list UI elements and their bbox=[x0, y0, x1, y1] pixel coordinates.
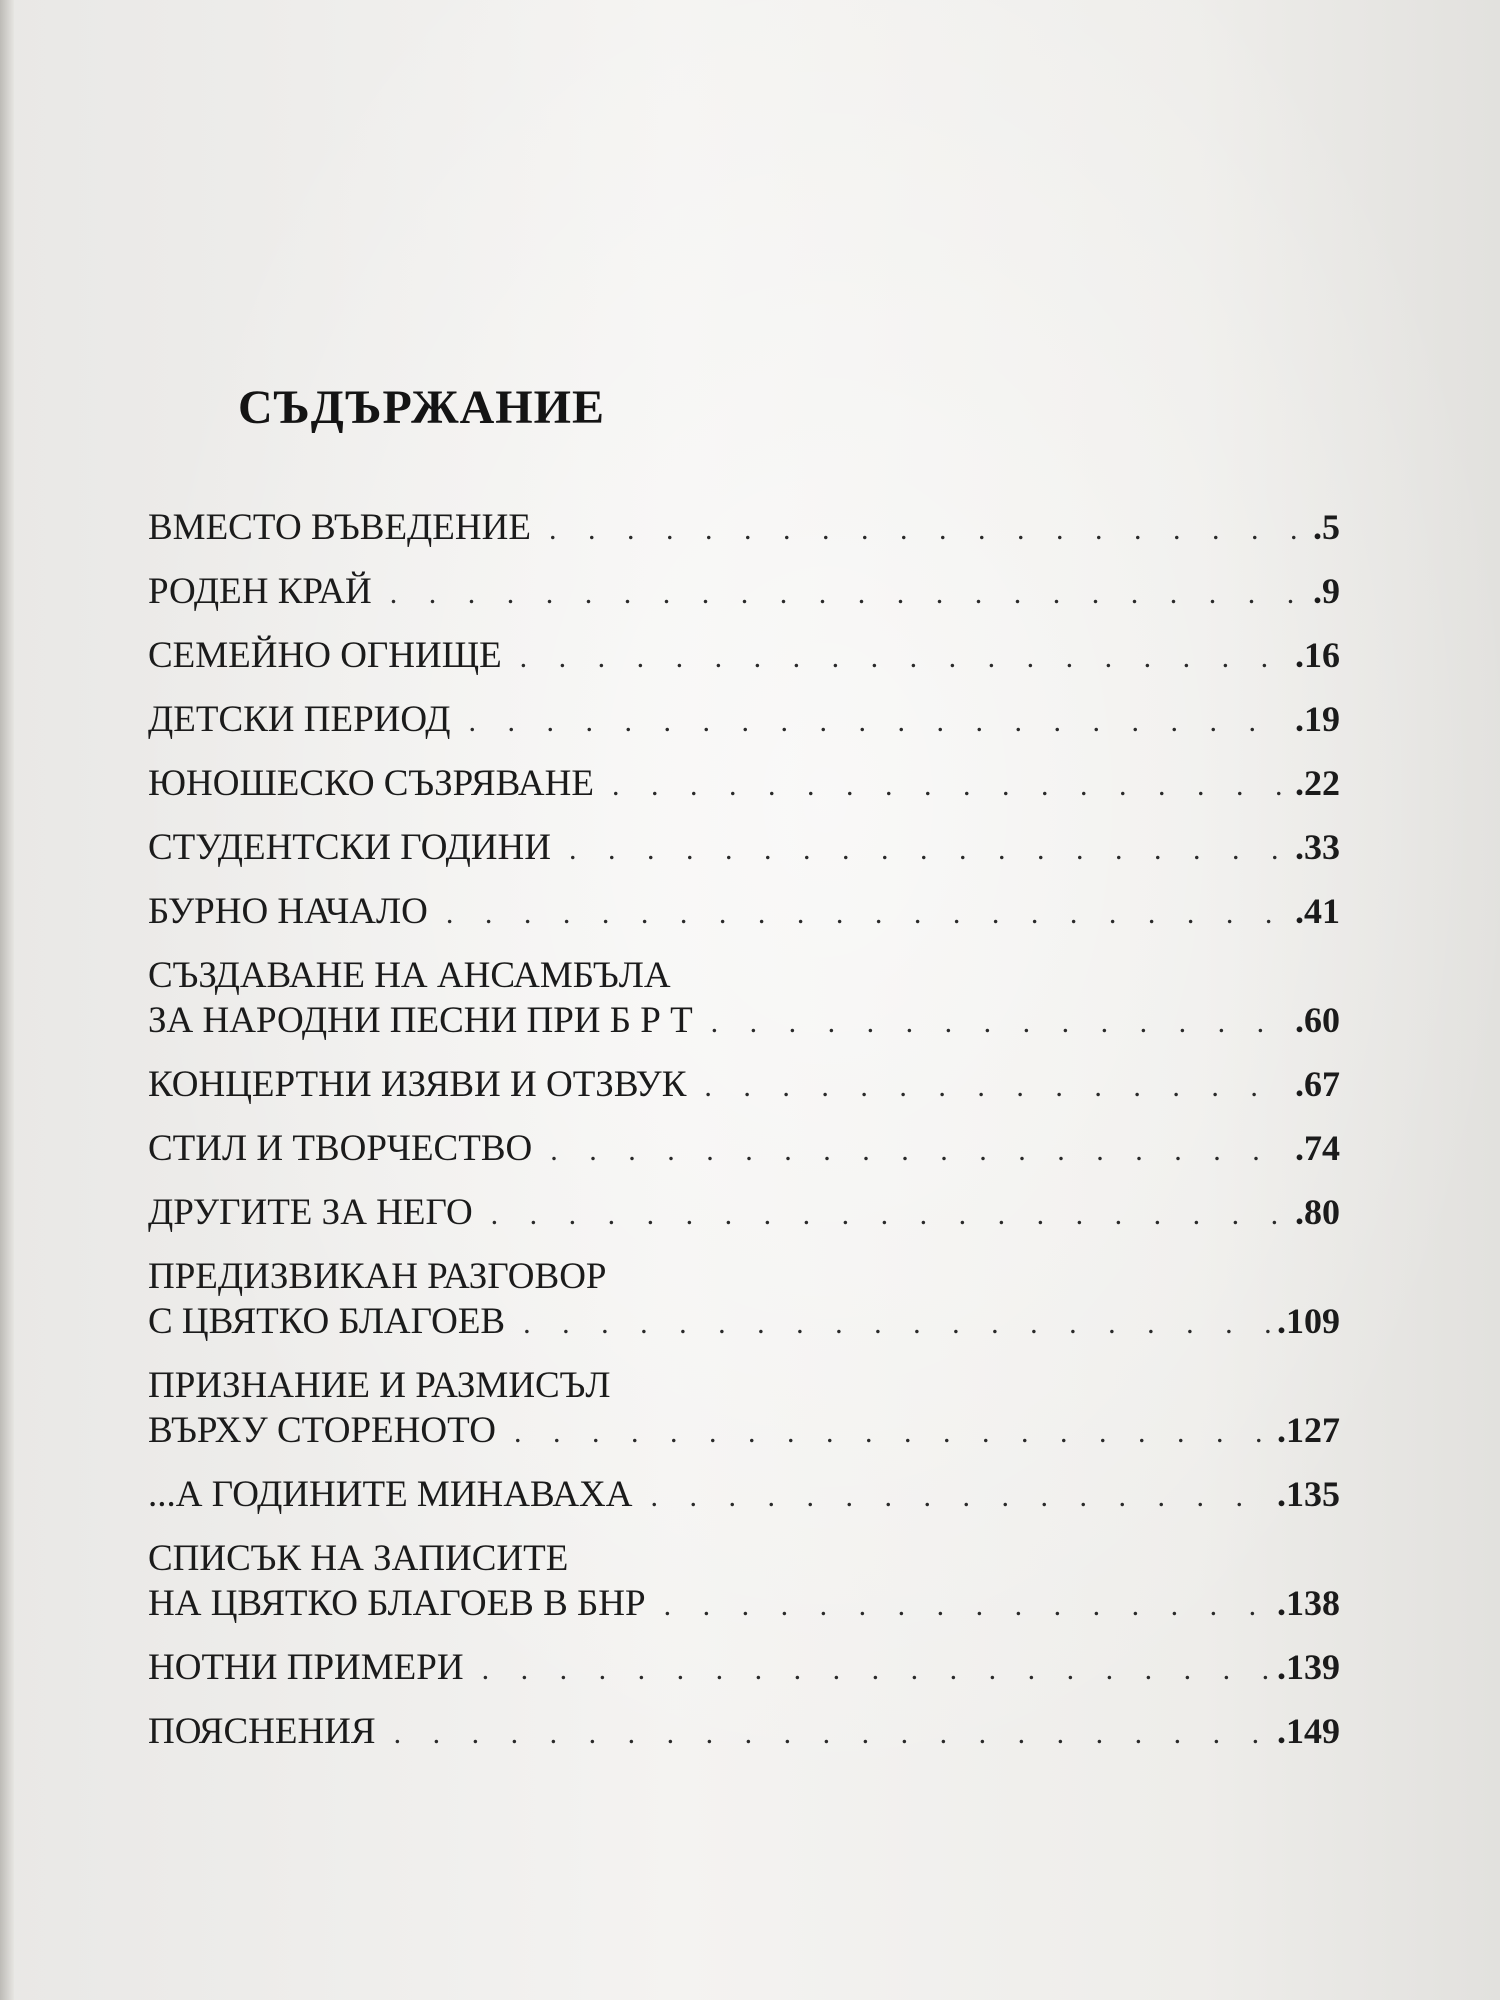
toc-entry bbox=[148, 825, 1340, 870]
dot-leader bbox=[520, 635, 1289, 680]
toc-entry bbox=[148, 697, 1340, 742]
dot-leader bbox=[491, 1192, 1289, 1237]
toc-entry bbox=[148, 505, 1340, 550]
toc-entry-title: ВМЕСТО ВЪВЕДЕНИЕ bbox=[148, 507, 531, 548]
toc-entry-title: ПРЕДИЗВИКАН РАЗГОВОР bbox=[148, 1256, 607, 1297]
toc-entry-title: ПРИЗНАНИЕ И РАЗМИСЪЛ bbox=[148, 1365, 611, 1406]
toc-entry-title: СЕМЕЙНО ОГНИЩЕ bbox=[148, 635, 502, 676]
toc-page-number: .41 bbox=[1295, 891, 1340, 931]
toc-entry bbox=[148, 761, 1340, 806]
dot-leader bbox=[549, 507, 1307, 552]
toc-entry bbox=[148, 1190, 1340, 1235]
toc-page-number: .135 bbox=[1277, 1474, 1340, 1514]
toc-page-number: .138 bbox=[1277, 1583, 1340, 1623]
toc-entry bbox=[148, 1536, 1340, 1626]
toc-entry-title: ПОЯСНЕНИЯ bbox=[148, 1711, 376, 1752]
dot-leader bbox=[704, 1064, 1289, 1109]
toc-entry-title: НОТНИ ПРИМЕРИ bbox=[148, 1647, 464, 1688]
toc-entry-title: БУРНО НАЧАЛО bbox=[148, 891, 428, 932]
toc-entry-title: ЮНОШЕСКО СЪЗРЯВАНЕ bbox=[148, 763, 594, 804]
toc-entry bbox=[148, 1363, 1340, 1453]
toc-entry bbox=[148, 1126, 1340, 1171]
toc-page-number: .127 bbox=[1277, 1410, 1340, 1450]
dot-leader bbox=[446, 891, 1289, 936]
toc-entry-title: ...А ГОДИНИТЕ МИНАВАХА bbox=[148, 1474, 633, 1515]
page-binding-edge bbox=[0, 0, 14, 2000]
toc-entry-title: РОДЕН КРАЙ bbox=[148, 571, 372, 612]
dot-leader bbox=[469, 699, 1289, 744]
toc-entry-title: ДЕТСКИ ПЕРИОД bbox=[148, 699, 451, 740]
toc-entry bbox=[148, 953, 1340, 1043]
toc-entry-title: СТУДЕНТСКИ ГОДИНИ bbox=[148, 827, 551, 868]
toc-entry-title: ДРУГИТЕ ЗА НЕГО bbox=[148, 1192, 473, 1233]
dot-leader bbox=[569, 827, 1289, 872]
toc-page-number: .33 bbox=[1295, 827, 1340, 867]
toc-page-number: .5 bbox=[1313, 507, 1340, 547]
toc-entry bbox=[148, 1472, 1340, 1517]
toc-page-number: .149 bbox=[1277, 1711, 1340, 1751]
dot-leader bbox=[514, 1410, 1271, 1455]
toc-entry-title: С ЦВЯТКО БЛАГОЕВ bbox=[148, 1301, 506, 1342]
toc-entry-title: ВЪРХУ СТОРЕНОТО bbox=[148, 1410, 496, 1451]
toc-entry bbox=[148, 569, 1340, 614]
toc-page-number: .9 bbox=[1313, 571, 1340, 611]
toc-entry bbox=[148, 889, 1340, 934]
toc-page-number: .139 bbox=[1277, 1647, 1340, 1687]
dot-leader bbox=[651, 1474, 1272, 1519]
dot-leader bbox=[390, 571, 1307, 616]
toc-entry bbox=[148, 1709, 1340, 1754]
table-of-contents bbox=[148, 505, 1340, 1773]
toc-page-number: .109 bbox=[1277, 1301, 1340, 1341]
dot-leader bbox=[550, 1128, 1289, 1173]
toc-page-number: .80 bbox=[1295, 1192, 1340, 1232]
toc-entry bbox=[148, 633, 1340, 678]
toc-entry-title: ЗА НАРОДНИ ПЕСНИ ПРИ Б Р Т bbox=[148, 1000, 693, 1041]
toc-page-number: .22 bbox=[1295, 763, 1340, 803]
toc-entry bbox=[148, 1645, 1340, 1690]
toc-entry-title: КОНЦЕРТНИ ИЗЯВИ И ОТЗВУК bbox=[148, 1064, 687, 1105]
toc-page-number: .19 bbox=[1295, 699, 1340, 739]
dot-leader bbox=[612, 763, 1289, 808]
dot-leader bbox=[711, 1000, 1289, 1045]
toc-page-number: .67 bbox=[1295, 1064, 1340, 1104]
toc-entry bbox=[148, 1254, 1340, 1344]
dot-leader bbox=[394, 1711, 1271, 1756]
page-title: СЪДЪРЖАНИЕ bbox=[238, 381, 605, 434]
dot-leader bbox=[523, 1301, 1271, 1346]
toc-page-number: .74 bbox=[1295, 1128, 1340, 1168]
dot-leader bbox=[482, 1647, 1271, 1692]
toc-entry bbox=[148, 1062, 1340, 1107]
toc-entry-title: СЪЗДАВАНЕ НА АНСАМБЪЛА bbox=[148, 955, 671, 996]
toc-page-number: .60 bbox=[1295, 1000, 1340, 1040]
dot-leader bbox=[664, 1583, 1271, 1628]
toc-entry-title: СТИЛ И ТВОРЧЕСТВО bbox=[148, 1128, 533, 1169]
toc-page-number: .16 bbox=[1295, 635, 1340, 675]
toc-entry-title: НА ЦВЯТКО БЛАГОЕВ В БНР bbox=[148, 1583, 646, 1624]
toc-entry-title: СПИСЪК НА ЗАПИСИТЕ bbox=[148, 1538, 569, 1579]
